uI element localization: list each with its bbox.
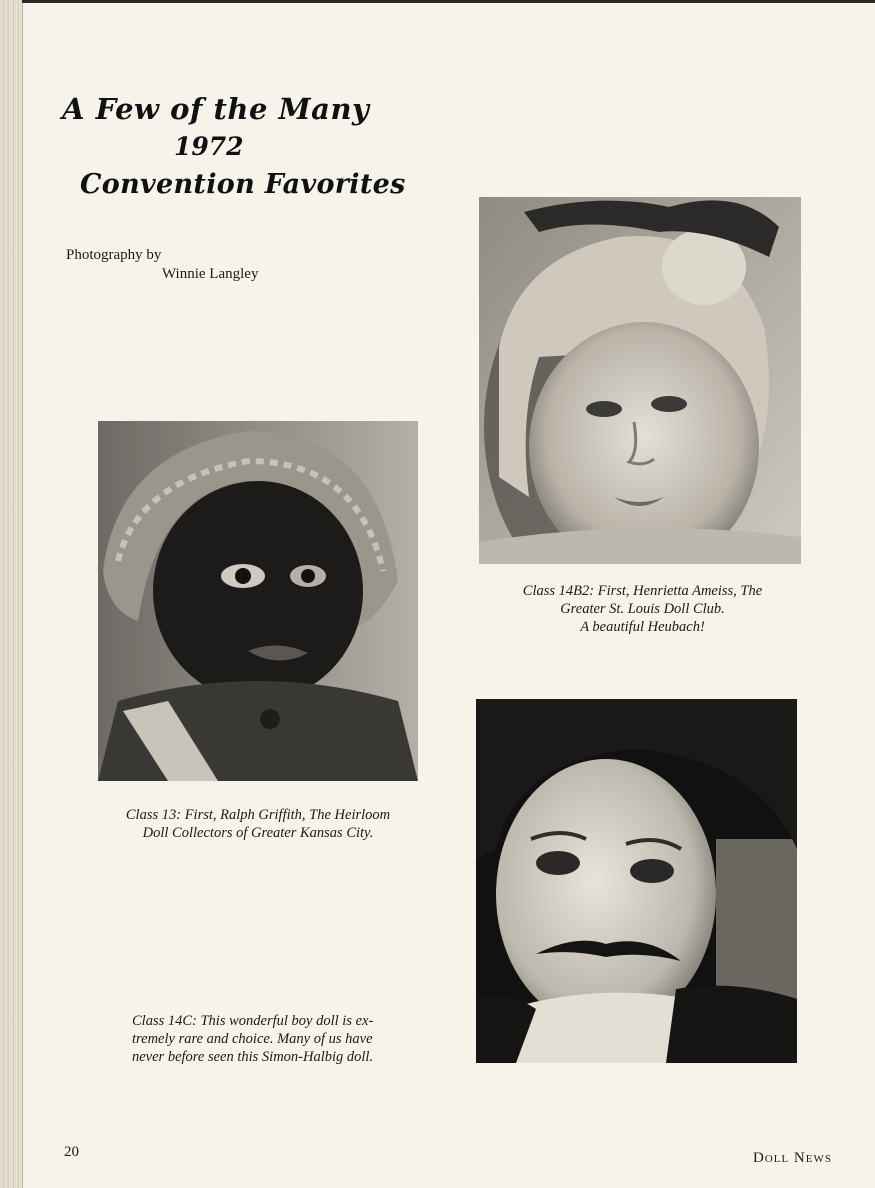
- credit-line-2: Winnie Langley: [162, 266, 259, 282]
- caption-heubach-line-1: Class 14B2: First, Henrietta Ameiss, The: [522, 583, 763, 599]
- caption-heubach-line-2: Greater St. Louis Doll Club.: [560, 601, 725, 617]
- caption-simon-halbig-line-1: Class 14C: This wonderful boy doll is ex-: [132, 1013, 374, 1029]
- caption-simon-halbig-line-2: tremely rare and choice. Many of us have: [132, 1031, 373, 1047]
- page-number: 20: [64, 1144, 79, 1160]
- photo-simon-halbig-doll: [476, 699, 797, 1063]
- publication-name: Doll News: [752, 1150, 832, 1166]
- top-border: [22, 0, 875, 3]
- caption-simon-halbig-line-3: never before seen this Simon-Halbig doll.: [132, 1049, 374, 1065]
- caption-hat-doll-line-1: Class 13: First, Ralph Griffith, The Heirloom: [125, 807, 391, 823]
- photo-credit: [66, 246, 258, 284]
- title-line-1: A Few of the Many: [62, 92, 370, 126]
- photo-hat-doll: [98, 421, 418, 781]
- caption-hat-doll-line-2: Doll Collectors of Greater Kansas City.: [142, 825, 374, 841]
- caption-simon-halbig: [132, 1012, 462, 1066]
- credit-line-1: Photography by: [66, 247, 162, 263]
- caption-heubach: [480, 582, 805, 636]
- photo-heubach-doll: [479, 197, 801, 564]
- caption-hat-doll: [98, 806, 418, 842]
- caption-heubach-line-3: A beautiful Heubach!: [580, 619, 705, 635]
- title-line-3: Convention Favorites: [80, 169, 406, 200]
- page-binding-edge: [0, 0, 23, 1188]
- title-line-2: 1972: [174, 132, 244, 161]
- article-title: [60, 92, 406, 200]
